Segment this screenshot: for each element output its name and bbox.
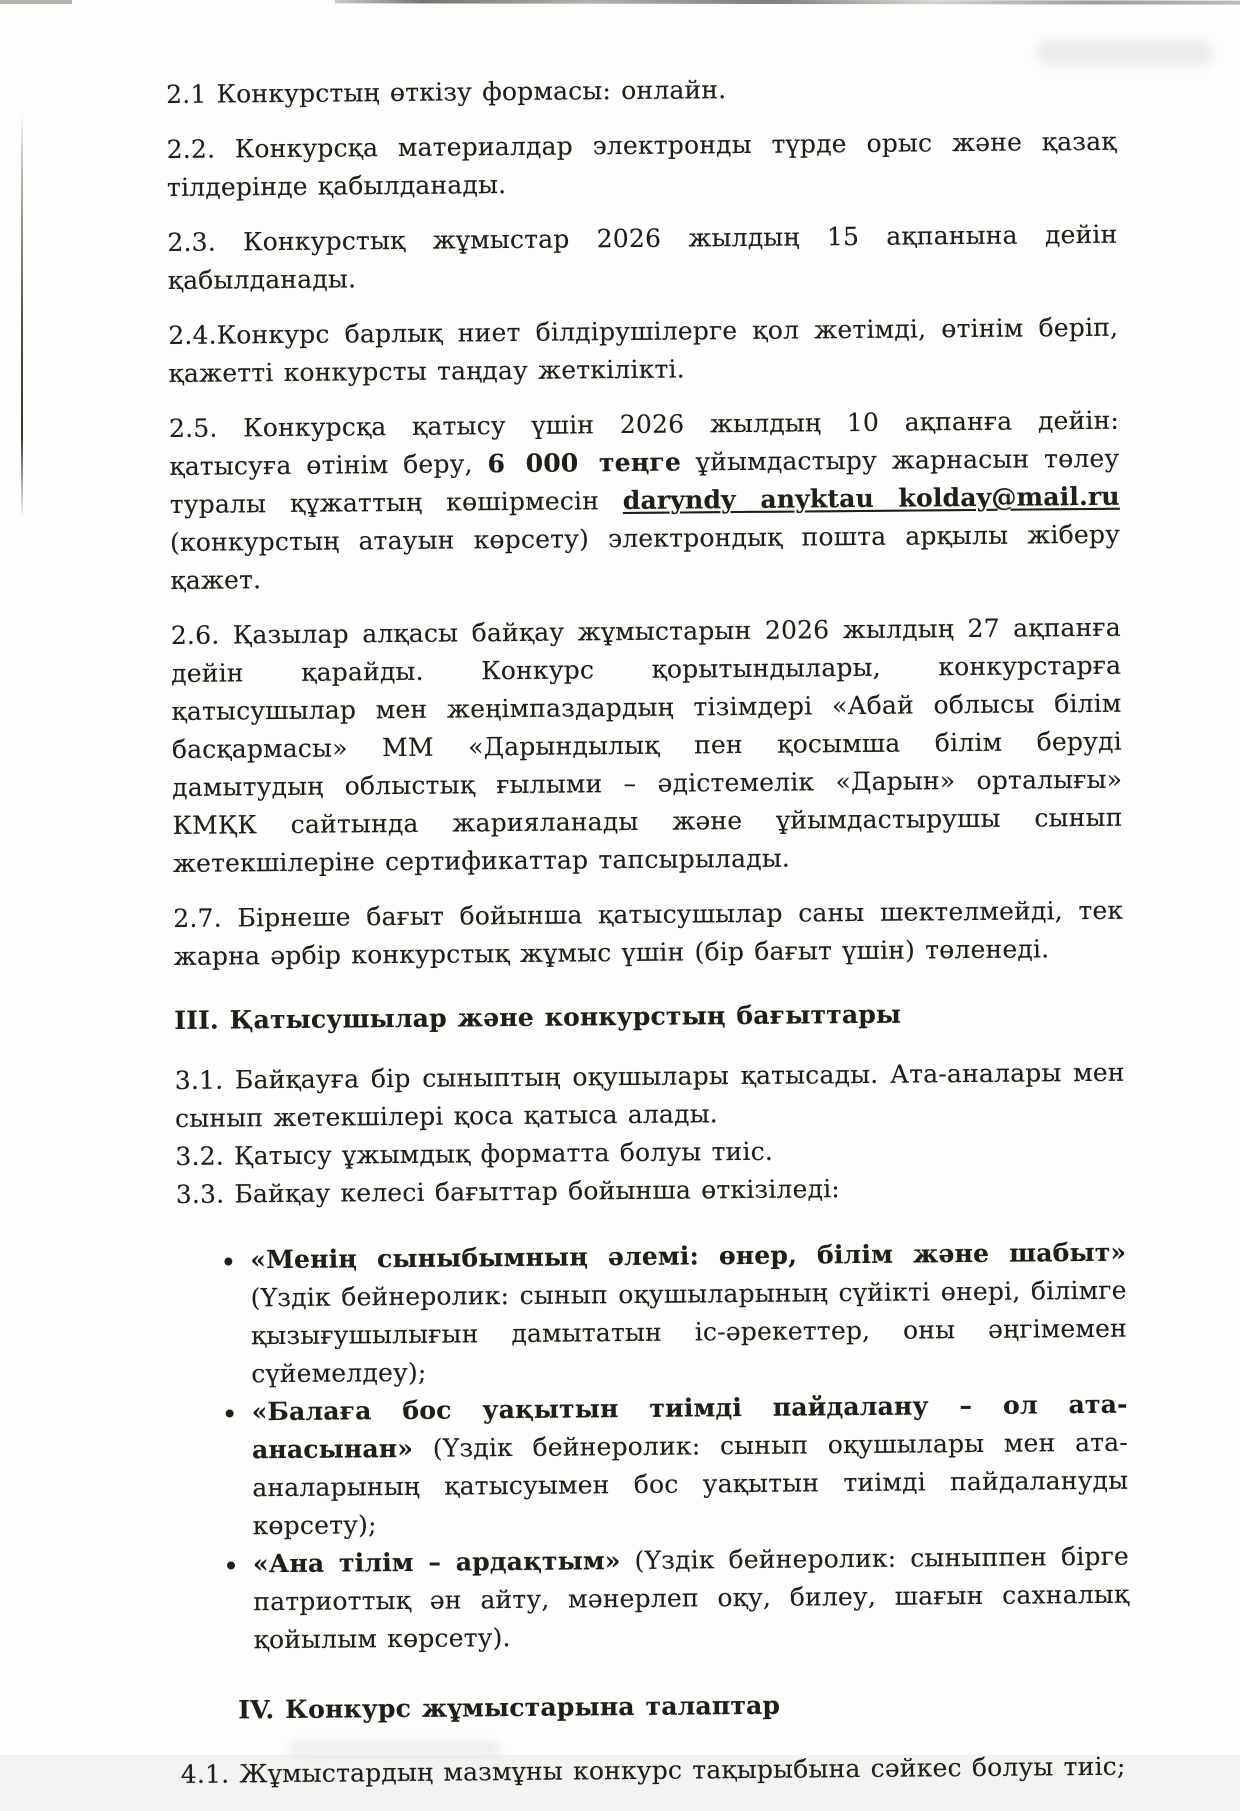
paragraph-2-5-tail: (конкурстың атауын көрсету) электрондық пошта арқылы жіберу қажет. — [169, 519, 1121, 595]
direction-item-1-description: (Үздік бейнеролик: сынып оқушыларының сүйікті өнері, білімге қызығушылығын дамытатын іс-әрекеттер, оны әңгімемен сүйемелдеу); — [250, 1275, 1128, 1389]
fee-amount: 6 000 теңге — [487, 447, 682, 479]
direction-item-1 — [246, 1234, 1127, 1394]
paragraph-4-1: 4.1. Жұмыстардың мазмұны конкурс тақырыбына сәйкес болуы тиіс; — [180, 1751, 1126, 1789]
direction-item-1-title: «Менің сыныбымның әлемі: өнер, білім және шабыт» — [250, 1237, 1127, 1275]
paragraph-2-5-lead: 2.5. Конкурсқа қатысу үшін 2026 жылдың 10 ақпанға дейін: қатысуға өтінім беру, — [168, 405, 1120, 481]
paragraph-3-2: 3.2. Қатысу ұжымдық форматта болуы тиіс. — [175, 1136, 774, 1171]
scan-artifact-top-edge-line — [335, 0, 1240, 5]
section-heading-iii: III. Қатысушылар және конкурстың бағыттары — [174, 999, 902, 1035]
direction-item-2 — [247, 1386, 1128, 1546]
direction-item-3-title: «Ана тілім – ардақтым» — [252, 1546, 621, 1579]
direction-item-2-title: «Балаға бос уақытын тиімді пайдалану – ол ата-анасынан» — [251, 1389, 1128, 1465]
document-body — [166, 68, 1131, 1811]
paragraph-2-7: 2.7. Бірнеше бағыт бойынша қатысушылар саны шектелмейді, тек жарна әрбір конкурстық жұмыс үшін (бір бағыт үшін) төленеді. — [173, 895, 1124, 971]
section-heading-iv: IV. Конкурс жұмыстарына талаптар — [238, 1690, 781, 1725]
paragraph-3-3: 3.3. Байқау келесі бағыттар бойынша өткізіледі: — [175, 1174, 841, 1209]
paragraph-2-5 — [169, 402, 1121, 600]
direction-item-2-description: (Үздік бейнеролик: сынып оқушылары мен ата-аналарының қатысуымен бос уақытын тиімді пайдалануды көрсету); — [252, 1427, 1129, 1541]
scan-artifact-left-scratch — [21, 112, 23, 517]
paragraph-3-1: 3.1. Байқауға бір сыныптың оқушылары қатысады. Ата-аналары мен сынып жетекшілері қоса қатыса алады. — [174, 1057, 1125, 1133]
paragraph-2-2: 2.2. Конкурсқа материалдар электронды түрде орыс және қазақ тілдерінде қабылданады. — [166, 126, 1117, 202]
paragraph-2-4: 2.4.Конкурс барлық ниет білдірушілерге қол жетімді, өтінім беріп, қажетті конкурсты таңдау жеткілікті. — [168, 312, 1119, 388]
scan-artifact-top-left-dash — [0, 0, 72, 4]
contest-email-address: daryndy anyktau kolday@mail.ru — [622, 481, 1120, 516]
paragraph-2-3: 2.3. Конкурстық жұмыстар 2026 жылдың 15 ақпанына дейін қабылданады. — [167, 219, 1118, 295]
scan-artifact-top-right-smudge — [1037, 40, 1212, 66]
direction-item-3 — [249, 1538, 1130, 1660]
direction-item-3-description: (Үздік бейнеролик: сыныппен бірге патриоттық ән айту, мәнерлеп оқу, билеу, шағын сахналық қойылым көрсету). — [253, 1541, 1130, 1655]
paragraph-2-6: 2.6. Қазылар алқасы байқау жұмыстарын 2026 жылдың 27 ақпанға дейін қарайды. Конкурс қорытындылары, конкурстарға қатысушылар мен жеңімпаздардың тізімдері «Абай облысы білім басқармасы» ММ «Дарындылық пен қосымша білім беруді дамытудың облыстық ғылыми – әдістемелік «Дарын» орталығы» КМҚК сайтында жарияланады және ұйымдастырушы сынып жетекшілеріне сертификаттар тапсырылады. — [170, 612, 1123, 878]
contest-directions-list — [176, 1234, 1130, 1660]
paragraph-2-5-mid: ұйымдастыру жарнасын төлеу туралы құжаттың көшірмесін — [169, 443, 1120, 519]
paragraph-2-1: 2.1 Конкурстың өткізу формасы: онлайн. — [166, 75, 727, 109]
